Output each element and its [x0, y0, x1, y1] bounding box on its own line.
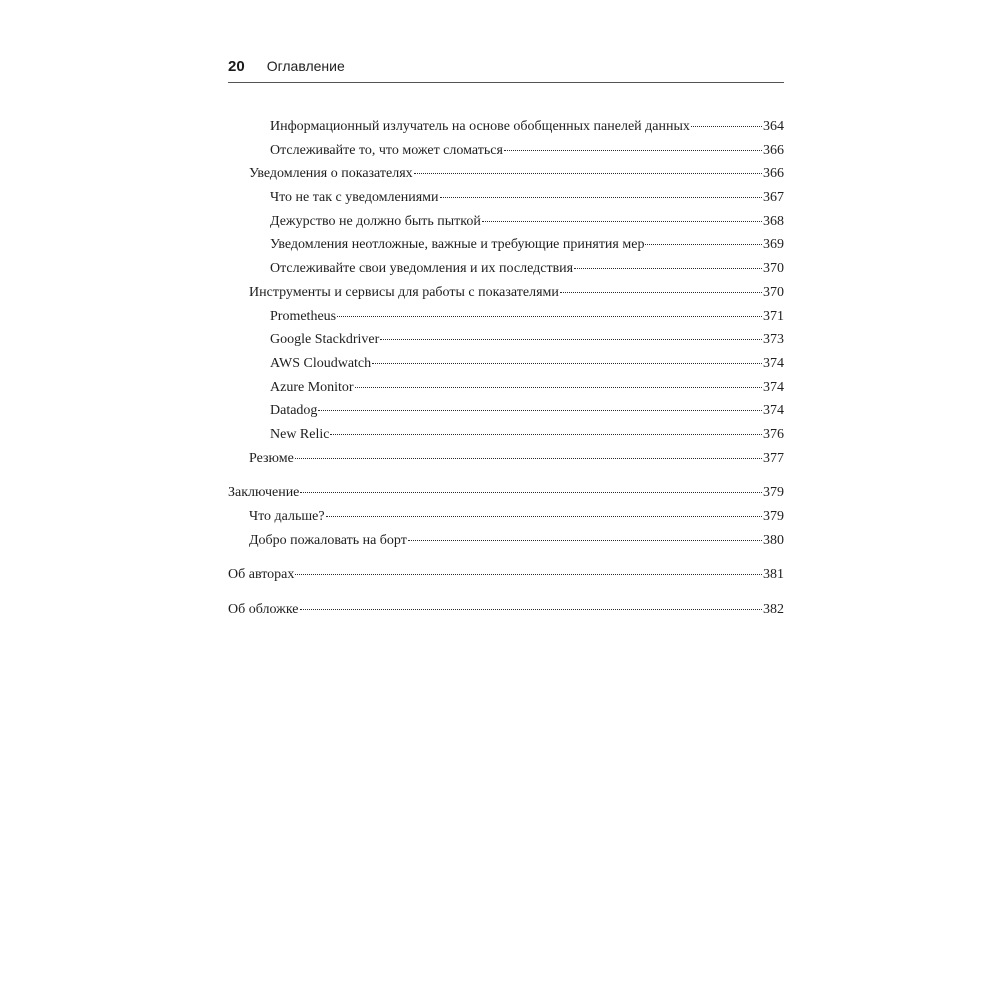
toc-entry[interactable]: [228, 305, 784, 329]
toc-dot-leader: [645, 234, 762, 245]
toc-entry[interactable]: [228, 233, 784, 257]
toc-entry-page: 368: [763, 213, 784, 229]
toc-entry[interactable]: [228, 423, 784, 447]
toc-entry-page: 370: [763, 284, 784, 300]
toc-entry-title: Уведомления неотложные, важные и требующие принятия мер: [270, 237, 645, 253]
toc-dot-leader: [295, 448, 762, 459]
toc-dot-leader: [504, 140, 762, 151]
toc-entry-title: Инструменты и сервисы для работы с показателями: [249, 284, 559, 300]
toc-entry[interactable]: [228, 598, 784, 622]
toc-entry[interactable]: [228, 328, 784, 352]
toc-entry-title: Что дальше?: [249, 509, 325, 524]
toc-dot-leader: [295, 564, 762, 575]
toc-entry[interactable]: [228, 139, 784, 163]
toc-dot-leader: [574, 258, 762, 269]
toc-entry-title: Datadog: [270, 403, 318, 419]
toc-entry-page: 371: [763, 308, 784, 324]
toc-dot-leader: [326, 506, 762, 517]
toc-dot-leader: [482, 211, 762, 222]
toc-entry-title: Информационный излучатель на основе обобщенных панелей данных: [270, 119, 690, 134]
toc-entry-title: Google Stackdriver: [270, 332, 380, 348]
toc-entry-page: 381: [763, 567, 784, 583]
toc-entry-page: 374: [763, 403, 784, 419]
toc-entry-title: Отслеживайте свои уведомления и их последствия: [270, 261, 574, 277]
toc-entry-page: 364: [763, 119, 784, 134]
toc-entry[interactable]: [228, 281, 784, 305]
toc-entry-title: Отслеживайте то, что может сломаться: [270, 142, 503, 158]
toc-dot-leader: [414, 163, 762, 174]
toc-dot-leader: [300, 599, 763, 610]
toc-entry[interactable]: [228, 505, 784, 529]
toc-entry[interactable]: [228, 563, 784, 587]
toc-entry[interactable]: [228, 447, 784, 471]
toc-entry-page: 380: [763, 532, 784, 548]
toc-entry[interactable]: [228, 162, 784, 186]
toc-entry-page: 376: [763, 426, 784, 442]
toc-entry-page: 366: [763, 166, 784, 182]
toc-entry[interactable]: [228, 352, 784, 376]
toc-entry-page: 369: [763, 237, 784, 253]
toc-entry-title: AWS Cloudwatch: [270, 355, 372, 371]
toc-entry-page: 373: [763, 332, 784, 348]
toc-dot-leader: [560, 282, 762, 293]
toc-entry-page: 374: [763, 379, 784, 395]
toc-entry-page: 366: [763, 142, 784, 158]
toc-entry-page: 379: [763, 485, 784, 501]
toc-entry-title: Уведомления о показателях: [249, 166, 413, 182]
toc-dot-leader: [440, 187, 762, 198]
page-header: [228, 58, 784, 83]
toc-entry-title: Prometheus: [270, 308, 337, 324]
toc-entry-title: Azure Monitor: [270, 379, 354, 395]
toc-entry[interactable]: [228, 257, 784, 281]
toc-entry[interactable]: [228, 186, 784, 210]
toc-entry-page: 367: [763, 190, 784, 206]
table-of-contents: [228, 115, 784, 622]
toc-entry-title: Об авторах: [228, 567, 295, 583]
toc-dot-leader: [691, 116, 762, 127]
toc-dot-leader: [372, 353, 762, 364]
toc-dot-leader: [330, 424, 762, 435]
toc-entry-title: New Relic: [270, 426, 330, 442]
toc-entry-page: 374: [763, 355, 784, 371]
toc-dot-leader: [355, 377, 762, 388]
toc-entry-title: Что не так с уведомлениями: [270, 190, 439, 206]
toc-entry-page: 370: [763, 261, 784, 277]
toc-entry-title: Дежурство не должно быть пыткой: [270, 213, 481, 229]
toc-dot-leader: [337, 306, 762, 317]
toc-entry[interactable]: [228, 376, 784, 400]
toc-entry[interactable]: [228, 481, 784, 505]
toc-entry[interactable]: [228, 399, 784, 423]
toc-entry-page: 377: [763, 450, 784, 466]
running-head: Оглавление: [266, 58, 345, 74]
toc-entry[interactable]: [228, 529, 784, 553]
page-number: 20: [228, 58, 245, 75]
toc-entry-page: 379: [763, 509, 784, 524]
toc-entry[interactable]: [228, 115, 784, 139]
toc-entry-title: Заключение: [228, 485, 300, 501]
toc-entry-title: Об обложке: [228, 602, 299, 618]
toc-dot-leader: [300, 482, 762, 493]
toc-dot-leader: [318, 400, 762, 411]
toc-entry-title: Добро пожаловать на борт: [249, 532, 407, 548]
toc-entry-page: 382: [763, 602, 784, 618]
toc-entry-title: Резюме: [249, 450, 294, 466]
toc-dot-leader: [380, 329, 762, 340]
toc-dot-leader: [408, 530, 762, 541]
toc-entry[interactable]: [228, 210, 784, 234]
